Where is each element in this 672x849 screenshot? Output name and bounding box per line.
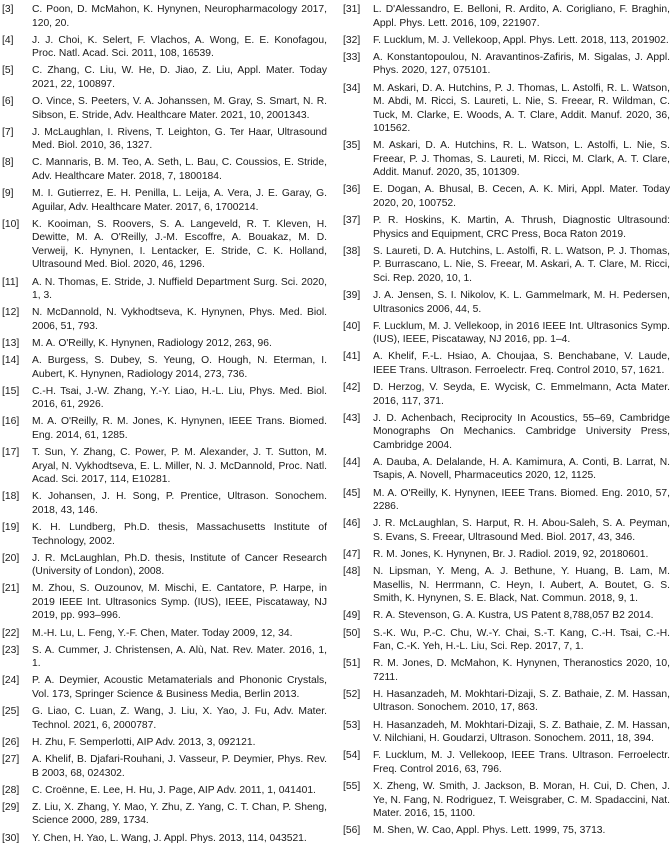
- reference-number: [22]: [2, 627, 20, 639]
- reference-entry: [2, 187, 327, 214]
- reference-text: C. Croënne, E. Lee, H. Hu, J. Page, AIP Adv. 2011, 1, 041401.: [32, 784, 316, 796]
- reference-number: [10]: [2, 218, 20, 230]
- reference-text: P. A. Deymier, Acoustic Metamaterials and Phononic Crystals, Vol. 173, Springer Science & Business Media, Berlin 2013.: [32, 675, 327, 700]
- reference-text: M. A. O'Reilly, K. Hynynen, IEEE Trans. Biomed. Eng. 2010, 57, 2286.: [373, 487, 670, 513]
- reference-text: H. Hasanzadeh, M. Mokhtari-Dizaji, S. Z. Bathaie, Z. M. Hassan, V. Nilchiani, H. Goudarzi, Ultrason. Sonochem. 2011, 18, 394.: [373, 719, 670, 745]
- reference-entry: [343, 688, 670, 715]
- reference-number: [50]: [343, 627, 361, 639]
- reference-entry: [2, 521, 327, 548]
- reference-text: J. R. McLaughlan, Ph.D. thesis, Institute of Cancer Research (University of London), 2008.: [32, 552, 327, 578]
- reference-entry: [343, 245, 670, 286]
- reference-number: [39]: [343, 290, 361, 301]
- reference-text: K. Johansen, J. H. Song, P. Prentice, Ultrason. Sonochem. 2018, 43, 146.: [32, 491, 327, 516]
- reference-entry: [2, 415, 327, 442]
- reference-number: [37]: [343, 215, 361, 227]
- reference-text: K. Kooiman, S. Roovers, S. A. Langeveld, R. T. Kleven, H. Dewitte, M. A. O'Reilly, J.-M. Escoffre, A. Bouakaz, M. D. Verweij, K. Hynynen, I. Lentacker, E. Stride, C. K. Holland, Ultrasound Med. Biol. 2020, 46, 1296.: [32, 218, 327, 271]
- reference-number: [44]: [343, 456, 361, 468]
- reference-text: A. Konstantopoulou, N. Aravantinos-Zafiris, M. Sigalas, J. Appl. Phys. 2020, 127, 075101.: [373, 51, 670, 77]
- reference-number: [54]: [343, 750, 361, 762]
- reference-number: [18]: [2, 491, 20, 503]
- reference-text: J. R. McLaughlan, S. Harput, R. H. Abou-Saleh, S. A. Peyman, S. Evans, S. Freear, Ultrasound Med. Biol. 2017, 43, 346.: [373, 518, 670, 543]
- reference-entry: [2, 674, 327, 701]
- reference-entry: [343, 824, 670, 838]
- reference-number: [40]: [343, 320, 361, 332]
- reference-entry: [2, 582, 327, 623]
- reference-number: [55]: [343, 781, 361, 792]
- reference-number: [9]: [2, 188, 14, 200]
- reference-entry: [343, 139, 670, 180]
- reference-entry: [343, 183, 670, 210]
- reference-number: [5]: [2, 65, 14, 77]
- reference-entry: [343, 350, 670, 377]
- reference-entry: [343, 456, 670, 483]
- reference-text: A. Khelif, F.-L. Hsiao, A. Choujaa, S. Benchabane, V. Laude, IEEE Trans. Ultrason. Ferroelectr. Freq. Control 2010, 57, 1621.: [373, 351, 670, 376]
- reference-text: G. Liao, C. Luan, Z. Wang, J. Liu, X. Yao, J. Fu, Adv. Mater. Technol. 2021, 6, 2000787.: [32, 706, 327, 731]
- reference-entry: [343, 719, 670, 746]
- references-left-column: [2, 3, 327, 849]
- reference-text: N. McDannold, N. Vykhodtseva, K. Hynynen, Phys. Med. Biol. 2006, 51, 793.: [32, 307, 327, 332]
- reference-number: [43]: [343, 412, 361, 424]
- reference-entry: [343, 34, 670, 48]
- reference-text: T. Sun, Y. Zhang, C. Power, P. M. Alexander, J. T. Sutton, M. Aryal, N. Vykhodtseva, E. L. Miller, N. J. McDannold, Proc. Natl. Acad. Sci. 2017, 114, E10281.: [32, 447, 327, 486]
- reference-entry: [343, 609, 670, 623]
- reference-number: [29]: [2, 801, 20, 813]
- reference-text: H. Hasanzadeh, M. Mokhtari-Dizaji, S. Z. Bathaie, Z. M. Hassan, Ultrason. Sonochem. 2010, 17, 863.: [373, 688, 670, 714]
- reference-number: [48]: [343, 566, 361, 578]
- reference-text: O. Vince, S. Peeters, V. A. Johanssen, M. Gray, S. Smart, N. R. Sibson, E. Stride, Adv. Healthcare Mater. 2021, 10, 2001343.: [32, 96, 327, 121]
- reference-entry: [2, 337, 327, 351]
- reference-number: [34]: [343, 82, 361, 94]
- reference-text: J. McLaughlan, I. Rivens, T. Leighton, G. Ter Haar, Ultrasound Med. Biol. 2010, 36, 1327.: [32, 126, 327, 152]
- reference-entry: [2, 490, 327, 517]
- reference-text: M. Zhou, S. Ouzounov, M. Mischi, E. Cantatore, P. Harpe, in 2019 IEEE Int. Ultrasonics Symp. (IUS), IEEE, Piscataway, NJ 2019, pp. 993–996.: [32, 583, 327, 622]
- references-right-column: [343, 3, 670, 841]
- reference-entry: [2, 784, 327, 798]
- reference-entry: [343, 780, 670, 821]
- reference-number: [12]: [2, 307, 20, 319]
- reference-number: [16]: [2, 416, 20, 428]
- reference-text: S.-K. Wu, P.-C. Chu, W.-Y. Chai, S.-T. Kang, C.-H. Tsai, C.-H. Fan, C.-K. Yeh, H.-L. Liu, Sci. Rep. 2017, 7, 1.: [373, 627, 670, 653]
- reference-number: [23]: [2, 644, 20, 656]
- reference-entry: [2, 354, 327, 381]
- reference-number: [47]: [343, 549, 361, 560]
- reference-entry: [343, 381, 670, 408]
- reference-entry: [2, 627, 327, 641]
- reference-entry: [2, 156, 327, 183]
- reference-entry: [343, 548, 670, 562]
- reference-entry: [2, 753, 327, 780]
- reference-number: [25]: [2, 706, 20, 718]
- reference-text: A. Khelif, B. Djafari-Rouhani, J. Vasseur, P. Deymier, Phys. Rev. B 2003, 68, 024302.: [32, 754, 327, 779]
- reference-entry: [343, 289, 670, 316]
- reference-text: Y. Chen, H. Yao, L. Wang, J. Appl. Phys. 2013, 114, 043521.: [32, 832, 307, 844]
- reference-number: [31]: [343, 4, 361, 15]
- reference-number: [11]: [2, 276, 19, 288]
- reference-number: [24]: [2, 675, 20, 687]
- reference-text: R. M. Jones, K. Hynynen, Br. J. Radiol. 2019, 92, 20180601.: [373, 549, 649, 560]
- reference-number: [6]: [2, 96, 14, 108]
- reference-text: F. Lucklum, M. J. Vellekoop, Appl. Phys. Lett. 2018, 113, 201902.: [373, 34, 669, 46]
- reference-number: [38]: [343, 245, 361, 257]
- reference-entry: [343, 51, 670, 78]
- reference-text: M. A. O'Reilly, R. M. Jones, K. Hynynen, IEEE Trans. Biomed. Eng. 2014, 61, 1285.: [32, 416, 327, 441]
- reference-entry: [343, 214, 670, 241]
- reference-text: M. A. O'Reilly, K. Hynynen, Radiology 2012, 263, 96.: [32, 337, 272, 349]
- reference-text: P. R. Hoskins, K. Martin, A. Thrush, Diagnostic Ultrasound: Physics and Equipment, CRC Press, Boca Raton 2019.: [373, 215, 670, 240]
- reference-entry: [343, 565, 670, 606]
- reference-text: F. Lucklum, M. J. Vellekoop, in 2016 IEEE Int. Ultrasonics Symp. (IUS), IEEE, Piscataway, NJ 2016, pp. 1–4.: [373, 320, 670, 346]
- reference-entry: [2, 736, 327, 750]
- reference-text: Z. Liu, X. Zhang, Y. Mao, Y. Zhu, Z. Yang, C. T. Chan, P. Sheng, Science 2000, 289, 1734.: [32, 801, 327, 827]
- reference-entry: [343, 82, 670, 136]
- reference-number: [33]: [343, 51, 361, 63]
- reference-text: A. N. Thomas, E. Stride, J. Nuffield Department Surg. Sci. 2020, 1, 3.: [32, 276, 327, 301]
- reference-text: S. A. Cummer, J. Christensen, A. Alù, Nat. Rev. Mater. 2016, 1, 1.: [32, 644, 327, 670]
- reference-text: R. A. Stevenson, G. A. Kustra, US Patent 8,788,057 B2 2014.: [373, 610, 654, 622]
- reference-text: E. Dogan, A. Bhusal, B. Cecen, A. K. Miri, Appl. Mater. Today 2020, 20, 100752.: [373, 184, 670, 209]
- reference-entry: [2, 218, 327, 272]
- reference-number: [21]: [2, 583, 20, 595]
- reference-entry: [343, 412, 670, 453]
- reference-entry: [2, 801, 327, 828]
- reference-text: C.-H. Tsai, J.-W. Zhang, Y.-Y. Liao, H.-L. Liu, Phys. Med. Biol. 2016, 61, 2926.: [32, 385, 327, 411]
- reference-entry: [2, 34, 327, 61]
- reference-entry: [2, 95, 327, 122]
- reference-text: M.-H. Lu, L. Feng, Y.-F. Chen, Mater. Today 2009, 12, 34.: [32, 627, 293, 639]
- reference-number: [4]: [2, 34, 14, 46]
- reference-number: [36]: [343, 184, 361, 196]
- reference-text: R. M. Jones, D. McMahon, K. Hynynen, Theranostics 2020, 10, 7211.: [373, 658, 670, 683]
- reference-number: [17]: [2, 447, 20, 459]
- reference-entry: [2, 552, 327, 579]
- reference-number: [46]: [343, 518, 361, 530]
- reference-text: A. Dauba, A. Delalande, H. A. Kamimura, A. Conti, B. Larrat, N. Tsapis, A. Novell, Pharmaceutics 2020, 12, 1125.: [373, 456, 670, 482]
- reference-entry: [343, 749, 670, 776]
- reference-number: [32]: [343, 34, 361, 46]
- reference-number: [35]: [343, 140, 361, 152]
- reference-entry: [2, 3, 327, 30]
- reference-number: [28]: [2, 784, 20, 796]
- reference-entry: [343, 627, 670, 654]
- reference-number: [27]: [2, 754, 20, 765]
- reference-text: N. Lipsman, Y. Meng, A. J. Bethune, Y. Huang, B. Lam, M. Masellis, N. Herrmann, C. Heyn, I. Aubert, A. Boutet, G. S. Smith, K. Hynynen, S. E. Black, Nat. Commun. 2018, 9, 1.: [373, 566, 670, 605]
- reference-entry: [2, 306, 327, 333]
- reference-text: M. Askari, D. A. Hutchins, R. L. Watson, L. Astolfi, L. Nie, S. Freear, P. J. Thomas, S. Laureti, M. Ricci, M. Clark, A. T. Clare, Addit. Manuf. 2020, 35, 101309.: [373, 140, 670, 179]
- reference-entry: [2, 644, 327, 671]
- reference-number: [20]: [2, 552, 20, 564]
- reference-text: C. Mannaris, B. M. Teo, A. Seth, L. Bau, C. Coussios, E. Stride, Adv. Healthcare Mater. 2018, 7, 1800184.: [32, 157, 327, 182]
- reference-number: [19]: [2, 522, 20, 533]
- reference-text: F. Lucklum, M. J. Vellekoop, IEEE Trans. Ultrason. Ferroelectr. Freq. Control 2016, 63, 796.: [373, 750, 670, 775]
- reference-entry: [2, 64, 327, 91]
- reference-number: [8]: [2, 157, 14, 169]
- reference-entry: [343, 517, 670, 544]
- reference-text: X. Zheng, W. Smith, J. Jackson, B. Moran, H. Cui, D. Chen, J. Ye, N. Fang, N. Rodriguez, T. Weisgraber, C. M. Spadaccini, Nat. Mater. 2016, 15, 1100.: [373, 781, 670, 819]
- reference-text: K. H. Lundberg, Ph.D. thesis, Massachusetts Institute of Technology, 2002.: [32, 522, 327, 547]
- reference-text: L. D'Alessandro, E. Belloni, R. Ardito, A. Corigliano, F. Braghin, Appl. Phys. Lett. 2016, 109, 221907.: [373, 4, 670, 29]
- reference-number: [13]: [2, 337, 20, 349]
- reference-text: D. Herzog, V. Seyda, E. Wycisk, C. Emmelmann, Acta Mater. 2016, 117, 371.: [373, 382, 670, 407]
- reference-number: [15]: [2, 385, 20, 397]
- reference-text: M. I. Gutierrez, E. H. Penilla, L. Leija, A. Vera, J. E. Garay, G. Aguilar, Adv. Healthcare Mater. 2017, 6, 1700214.: [32, 188, 327, 213]
- reference-entry: [343, 657, 670, 684]
- reference-entry: [2, 276, 327, 303]
- reference-text: M. Askari, D. A. Hutchins, P. J. Thomas, L. Astolfi, R. L. Watson, M. Abdi, M. Ricci, S. Laureti, L. Nie, S. Freear, R. Wildman, C. Tuck, M. Clarke, E. Woods, A. T. Clare, Addit. Manuf. 2020, 36, 101562.: [373, 82, 670, 135]
- reference-text: J. A. Jensen, S. I. Nikolov, K. L. Gammelmark, M. H. Pedersen, Ultrasonics 2006, 44, 5.: [373, 290, 670, 315]
- reference-number: [56]: [343, 825, 361, 837]
- reference-number: [26]: [2, 736, 20, 748]
- reference-text: C. Zhang, C. Liu, W. He, D. Jiao, Z. Liu, Appl. Mater. Today 2021, 22, 100897.: [32, 65, 327, 90]
- reference-entry: [2, 446, 327, 487]
- reference-text: C. Poon, D. McMahon, K. Hynynen, Neuropharmacology 2017, 120, 20.: [32, 4, 327, 29]
- reference-number: [14]: [2, 355, 20, 367]
- reference-entry: [2, 126, 327, 153]
- reference-text: S. Laureti, D. A. Hutchins, L. Astolfi, R. L. Watson, P. J. Thomas, P. Burrascano, L. Nie, S. Freear, M. Askari, A. T. Clare, M. Ricci, Sci. Rep. 2020, 10, 1.: [373, 245, 670, 284]
- reference-entry: [343, 320, 670, 347]
- reference-number: [45]: [343, 487, 361, 499]
- reference-entry: [343, 3, 670, 30]
- reference-number: [52]: [343, 688, 361, 700]
- reference-entry: [2, 705, 327, 732]
- reference-text: A. Burgess, S. Dubey, S. Yeung, O. Hough, N. Eterman, I. Aubert, K. Hynynen, Radiology 2014, 273, 736.: [32, 355, 327, 380]
- reference-entry: [2, 385, 327, 412]
- reference-number: [30]: [2, 832, 20, 844]
- reference-text: M. Shen, W. Cao, Appl. Phys. Lett. 1999, 75, 3713.: [373, 825, 606, 837]
- reference-number: [3]: [2, 4, 14, 15]
- reference-text: H. Zhu, F. Semperlotti, AIP Adv. 2013, 3, 092121.: [32, 736, 256, 748]
- reference-number: [7]: [2, 126, 14, 138]
- reference-number: [51]: [343, 658, 361, 670]
- reference-number: [53]: [343, 719, 361, 731]
- reference-entry: [2, 832, 327, 846]
- reference-number: [42]: [343, 382, 361, 394]
- reference-number: [49]: [343, 610, 361, 622]
- reference-text: J. J. Choi, K. Selert, F. Vlachos, A. Wong, E. E. Konofagou, Proc. Natl. Acad. Sci. 2011, 108, 16539.: [32, 34, 327, 60]
- reference-text: J. D. Achenbach, Reciprocity In Acoustics, 55–69, Cambridge Monographs On Mechanics. Cambridge University Press, Cambridge 2004.: [373, 412, 670, 451]
- reference-number: [41]: [343, 351, 361, 363]
- reference-entry: [343, 487, 670, 514]
